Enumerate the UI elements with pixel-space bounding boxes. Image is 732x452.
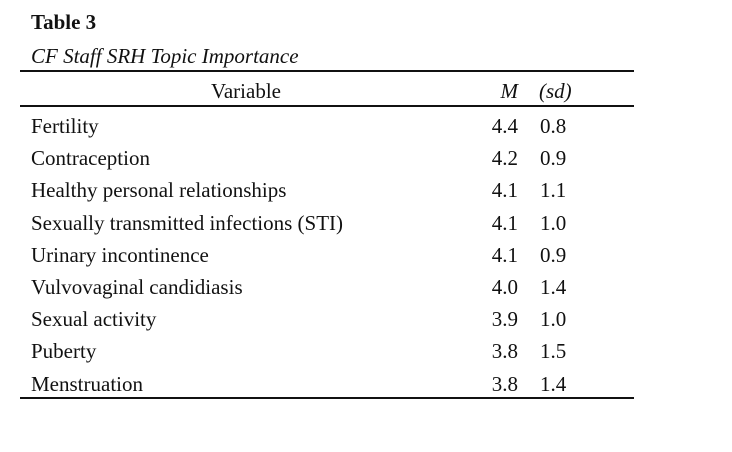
table-bottom-rule (20, 397, 634, 399)
cell-mean: 3.9 (491, 307, 518, 332)
cell-mean: 4.2 (491, 146, 518, 171)
cell-mean: 4.4 (491, 114, 518, 138)
cell-sd: 1.1 (540, 178, 567, 203)
column-header-sd: (sd) (539, 79, 572, 103)
cell-mean: 4.1 (491, 210, 518, 235)
cell-variable: Puberty (31, 339, 97, 364)
cell-variable: Vulvovaginal candidiasis (31, 274, 243, 299)
table-number: Table 3 (31, 10, 97, 34)
cell-mean: 4.1 (491, 178, 518, 203)
cell-sd: 1.4 (540, 371, 567, 396)
cell-sd: 0.8 (540, 114, 567, 138)
column-header-variable: Variable (211, 79, 281, 103)
table-header-rule (20, 105, 634, 107)
cell-mean: 4.1 (491, 242, 518, 267)
cell-variable: Fertility (31, 114, 99, 138)
cell-sd: 1.0 (540, 307, 567, 332)
table-row (20, 144, 634, 176)
table-row (20, 337, 634, 369)
table-row (20, 273, 634, 305)
cell-sd: 1.0 (540, 210, 567, 235)
cell-sd: 1.4 (540, 274, 567, 299)
table-row (20, 176, 634, 208)
table-top-rule (20, 70, 634, 72)
table-row (20, 209, 634, 241)
cell-variable: Healthy personal relationships (31, 178, 287, 203)
cell-sd: 0.9 (540, 146, 567, 171)
table-body (20, 112, 634, 402)
column-header-mean: M (500, 79, 518, 103)
table-row (20, 305, 634, 337)
table-header-row (20, 78, 634, 104)
table-row (20, 112, 634, 144)
cell-variable: Sexual activity (31, 307, 157, 332)
cell-sd: 1.5 (540, 339, 567, 364)
table-caption: CF Staff SRH Topic Importance (31, 44, 299, 68)
cell-mean: 4.0 (491, 274, 518, 299)
cell-variable: Menstruation (31, 371, 143, 396)
cell-mean: 3.8 (491, 371, 518, 396)
cell-sd: 0.9 (540, 242, 567, 267)
cell-mean: 3.8 (491, 339, 518, 364)
cell-variable: Sexually transmitted infections (STI) (31, 210, 344, 235)
cell-variable: Urinary incontinence (31, 242, 209, 267)
cell-variable: Contraception (31, 146, 150, 171)
table-row (20, 241, 634, 273)
